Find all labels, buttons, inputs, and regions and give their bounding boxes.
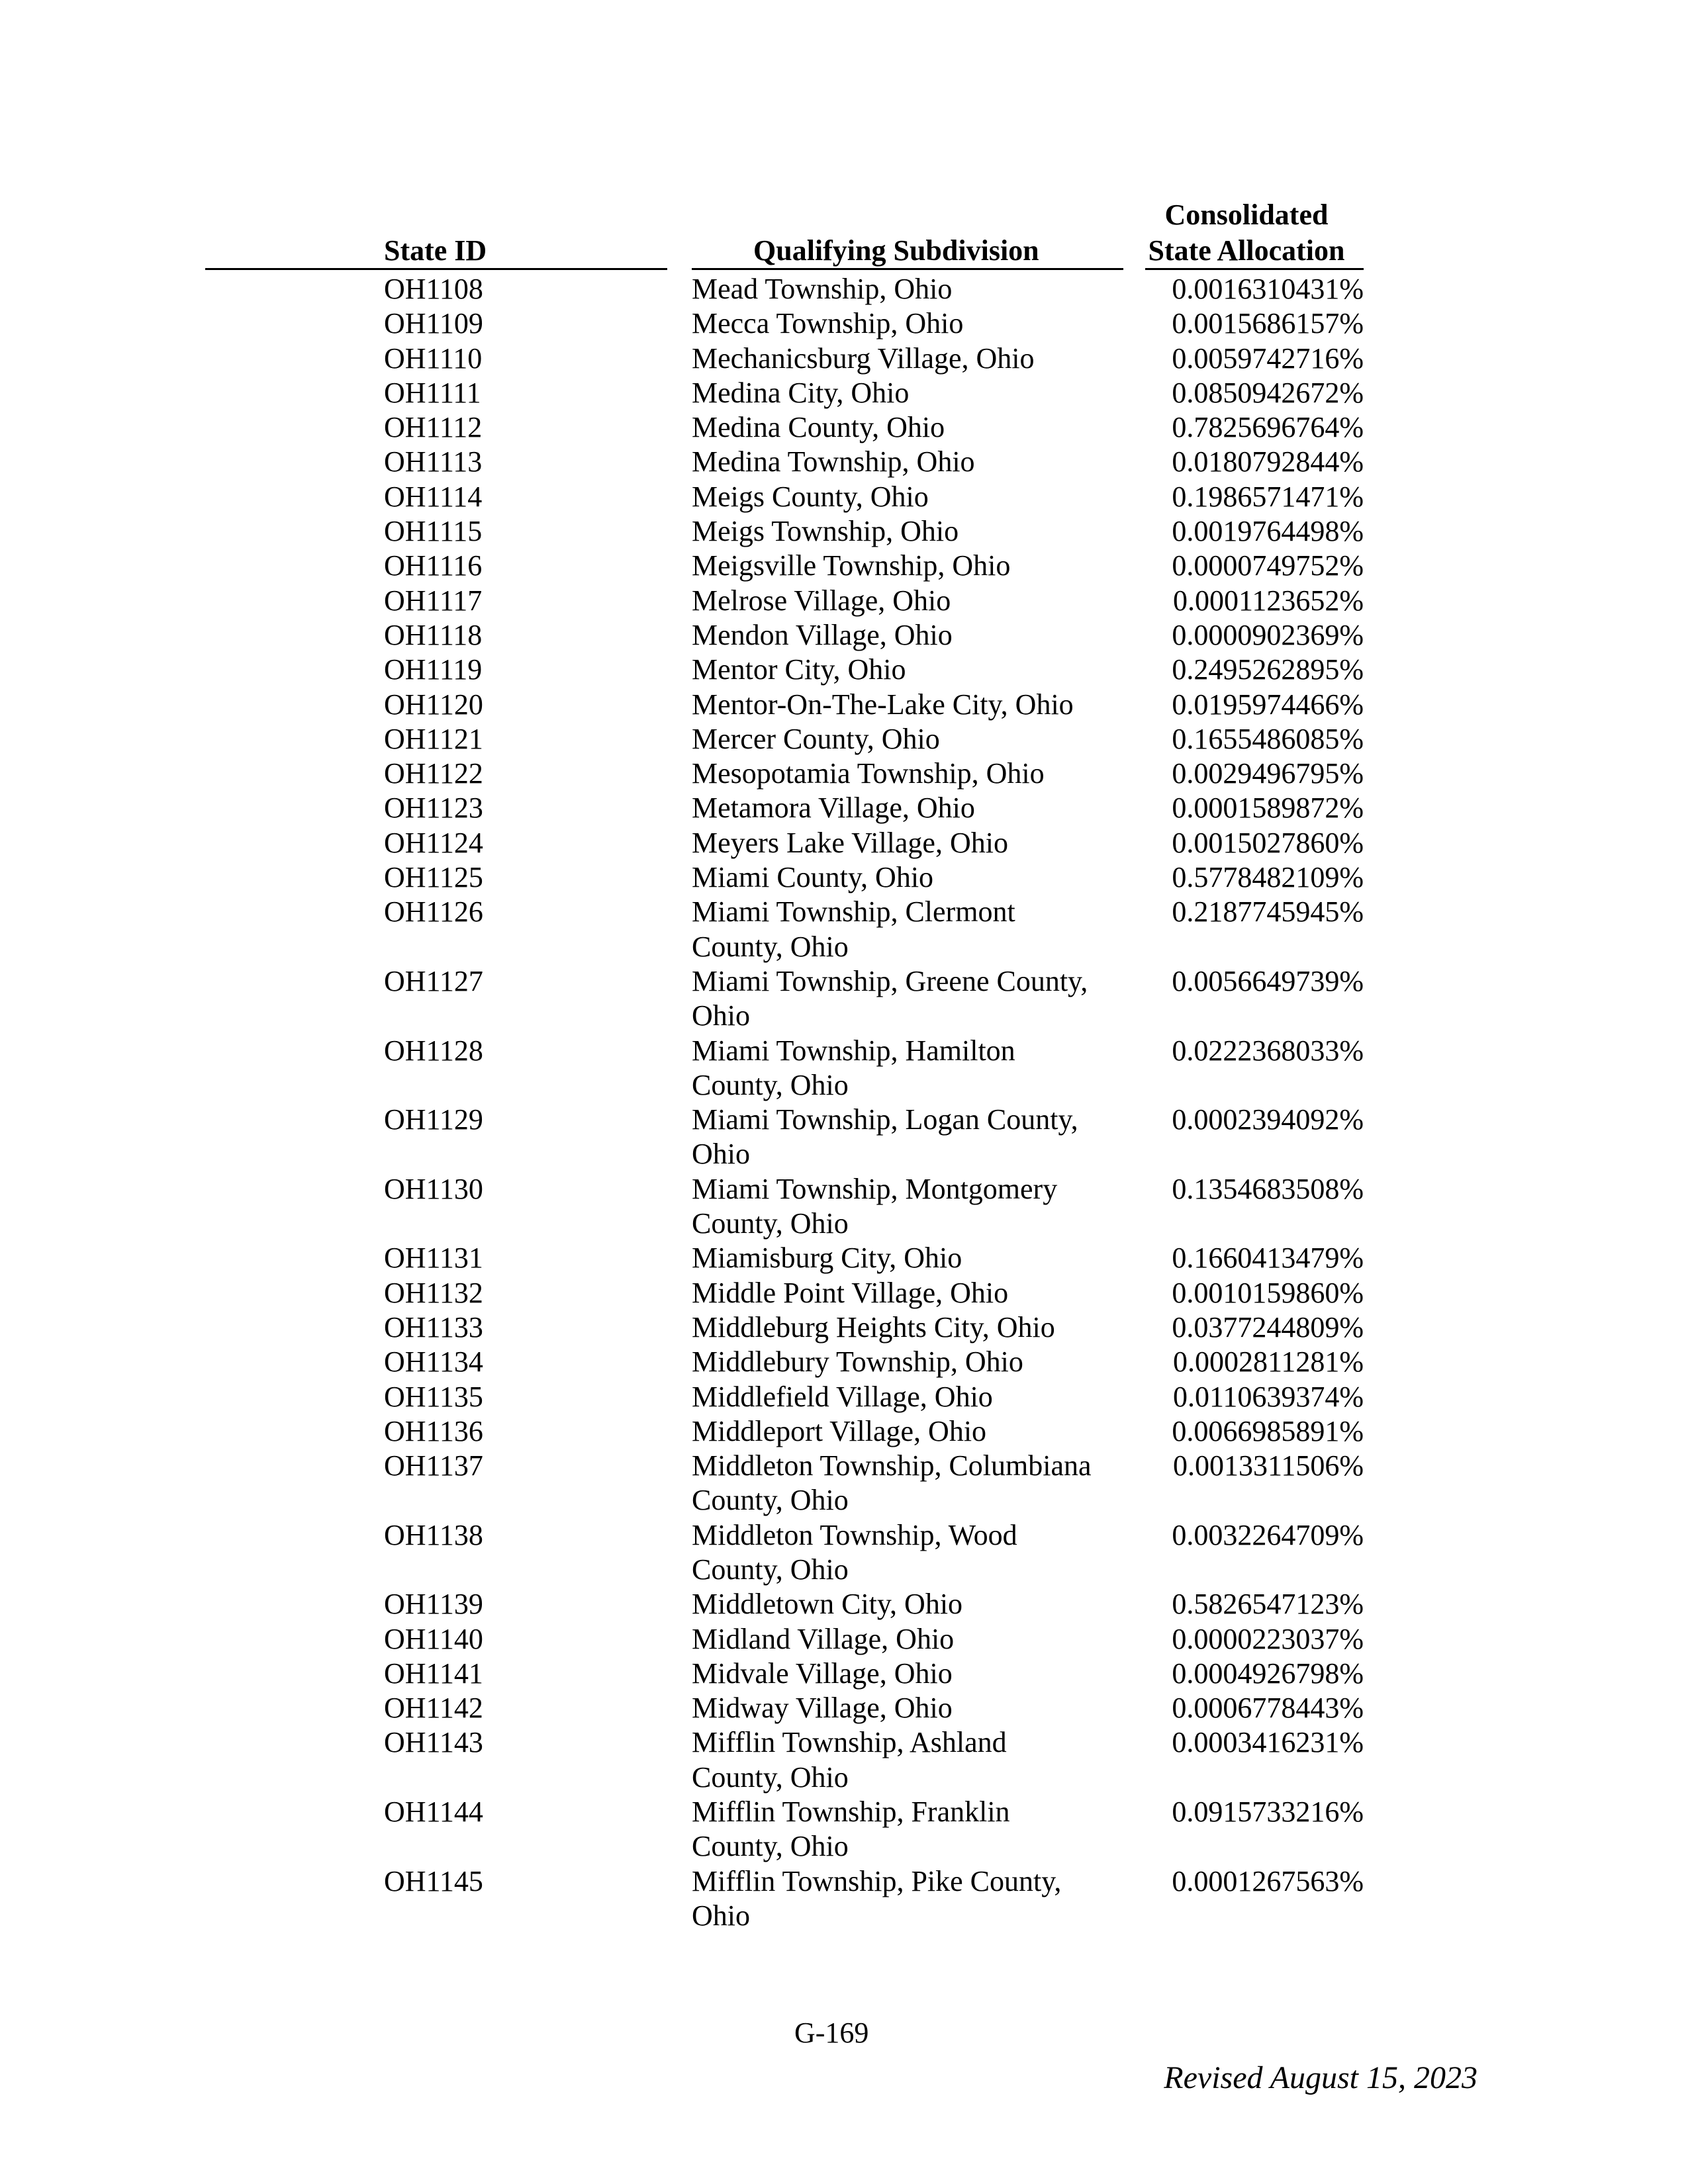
state-id-cell: OH1119 <box>384 653 483 686</box>
subdivision-line: Miami Township, Greene County, <box>692 964 1088 997</box>
allocation-cell: 0.0001123652% <box>1172 584 1364 617</box>
allocation-cell: 0.0915733216% <box>1172 1796 1364 1829</box>
header-allocation-line-1: Consolidated <box>1164 199 1329 231</box>
subdivision-cell <box>692 826 1115 860</box>
subdivision-line: Medina City, Ohio <box>692 376 910 409</box>
subdivision-line: Midvale Village, Ohio <box>692 1657 953 1690</box>
table-row <box>0 1725 1688 1795</box>
subdivision-cell <box>692 1345 1115 1379</box>
state-id-cell: OH1132 <box>384 1276 483 1309</box>
allocation-table-body <box>0 272 1688 1933</box>
subdivision-cell <box>692 1725 1115 1795</box>
table-row <box>0 1864 1688 1934</box>
table-row <box>0 1345 1688 1379</box>
allocation-cell: 0.0002811281% <box>1172 1345 1364 1379</box>
state-id-cell: OH1121 <box>384 722 483 755</box>
subdivision-line: County, Ohio <box>692 1830 849 1863</box>
subdivision-line: Mesopotamia Township, Ohio <box>692 757 1045 790</box>
table-row <box>0 1449 1688 1518</box>
table-row <box>0 1795 1688 1864</box>
subdivision-line: Meyers Lake Village, Ohio <box>692 826 1008 859</box>
header-rule-subdivision <box>692 268 1123 270</box>
subdivision-cell <box>692 1622 1115 1657</box>
allocation-cell: 0.0056649739% <box>1172 964 1364 997</box>
subdivision-cell <box>692 1172 1115 1242</box>
state-id-cell: OH1135 <box>384 1380 483 1413</box>
subdivision-line: County, Ohio <box>692 930 849 963</box>
subdivision-line: Ohio <box>692 999 750 1032</box>
table-row <box>0 1276 1688 1310</box>
subdivision-line: Mechanicsburg Village, Ohio <box>692 341 1035 375</box>
subdivision-line: Miami Township, Clermont <box>692 895 1015 929</box>
subdivision-cell <box>692 341 1115 376</box>
subdivision-cell <box>692 756 1115 791</box>
subdivision-cell <box>692 480 1115 514</box>
revision-date: Revised August 15, 2023 <box>1164 2060 1477 2095</box>
subdivision-cell <box>692 1864 1115 1934</box>
state-id-cell: OH1141 <box>384 1657 483 1690</box>
allocation-cell: 0.0004926798% <box>1172 1657 1364 1690</box>
allocation-cell: 0.2495262895% <box>1172 653 1364 686</box>
subdivision-cell <box>692 1449 1115 1518</box>
subdivision-line: Mead Township, Ohio <box>692 273 953 305</box>
subdivision-line: Miamisburg City, Ohio <box>692 1242 962 1275</box>
subdivision-cell <box>692 1380 1115 1414</box>
allocation-cell: 0.7825696764% <box>1172 411 1364 444</box>
state-id-cell: OH1112 <box>384 411 483 444</box>
subdivision-cell <box>692 1310 1115 1345</box>
subdivision-cell <box>692 445 1115 479</box>
table-row <box>0 618 1688 653</box>
state-id-cell: OH1110 <box>384 341 483 375</box>
subdivision-cell <box>692 1414 1115 1449</box>
subdivision-line: Midway Village, Ohio <box>692 1692 953 1725</box>
allocation-cell: 0.0377244809% <box>1172 1310 1364 1343</box>
state-id-cell: OH1114 <box>384 480 483 513</box>
subdivision-line: Meigs County, Ohio <box>692 480 929 513</box>
table-row <box>0 688 1688 722</box>
subdivision-line: Medina Township, Ohio <box>692 445 975 478</box>
allocation-cell: 0.0015686157% <box>1172 307 1364 340</box>
table-row <box>0 653 1688 687</box>
allocation-cell: 0.0195974466% <box>1172 688 1364 721</box>
allocation-cell: 0.0222368033% <box>1172 1034 1364 1067</box>
state-id-cell: OH1140 <box>384 1622 483 1655</box>
subdivision-line: Middle Point Village, Ohio <box>692 1276 1009 1309</box>
state-id-cell: OH1136 <box>384 1414 483 1447</box>
state-id-cell: OH1130 <box>384 1172 483 1205</box>
subdivision-line: Mentor City, Ohio <box>692 653 906 686</box>
table-row <box>0 1034 1688 1103</box>
subdivision-line: Meigsville Township, Ohio <box>692 549 1011 582</box>
subdivision-line: Mecca Township, Ohio <box>692 307 964 340</box>
state-id-cell: OH1116 <box>384 549 483 582</box>
subdivision-line: Mentor-On-The-Lake City, Ohio <box>692 688 1074 721</box>
table-row <box>0 1414 1688 1449</box>
subdivision-cell <box>692 860 1115 895</box>
allocation-cell: 0.0000223037% <box>1172 1622 1364 1655</box>
state-id-cell: OH1108 <box>384 273 483 305</box>
subdivision-cell <box>692 722 1115 756</box>
table-row <box>0 1380 1688 1414</box>
header-allocation-line-2: State Allocation <box>1148 234 1345 267</box>
state-id-cell: OH1117 <box>384 584 483 617</box>
allocation-cell: 0.0110639374% <box>1172 1380 1364 1413</box>
subdivision-cell <box>692 653 1115 687</box>
state-id-cell: OH1111 <box>384 376 481 409</box>
allocation-cell: 0.0015027860% <box>1172 826 1364 859</box>
subdivision-line: Mendon Village, Ohio <box>692 618 953 651</box>
subdivision-line: County, Ohio <box>692 1207 849 1240</box>
subdivision-line: Mifflin Township, Pike County, <box>692 1864 1062 1897</box>
subdivision-line: County, Ohio <box>692 1553 849 1586</box>
state-id-cell: OH1144 <box>384 1796 483 1829</box>
subdivision-cell <box>692 618 1115 653</box>
subdivision-cell <box>692 791 1115 825</box>
subdivision-cell <box>692 1276 1115 1310</box>
table-row <box>0 860 1688 895</box>
state-id-cell: OH1127 <box>384 964 483 997</box>
allocation-cell: 0.0000749752% <box>1172 549 1364 582</box>
subdivision-line: Medina County, Ohio <box>692 411 945 444</box>
allocation-cell: 0.1986571471% <box>1172 480 1364 513</box>
allocation-cell: 0.5826547123% <box>1172 1588 1364 1621</box>
table-row <box>0 826 1688 860</box>
subdivision-line: Mifflin Township, Ashland <box>692 1726 1007 1759</box>
state-id-cell: OH1113 <box>384 445 483 478</box>
subdivision-cell <box>692 1034 1115 1103</box>
subdivision-cell <box>692 688 1115 722</box>
allocation-cell: 0.2187745945% <box>1172 895 1364 929</box>
state-id-cell: OH1134 <box>384 1345 483 1379</box>
state-id-cell: OH1123 <box>384 792 483 825</box>
state-id-cell: OH1128 <box>384 1034 483 1067</box>
allocation-cell: 0.0003416231% <box>1172 1726 1364 1759</box>
table-row <box>0 1103 1688 1172</box>
allocation-cell: 0.0850942672% <box>1172 376 1364 409</box>
allocation-cell: 0.0001267563% <box>1172 1864 1364 1897</box>
subdivision-cell <box>692 376 1115 410</box>
subdivision-line: Ohio <box>692 1138 750 1171</box>
subdivision-cell <box>692 895 1115 964</box>
subdivision-line: Miami Township, Hamilton <box>692 1034 1015 1067</box>
table-row <box>0 1310 1688 1345</box>
allocation-cell: 0.0029496795% <box>1172 757 1364 790</box>
subdivision-cell <box>692 584 1115 618</box>
table-row <box>0 1587 1688 1621</box>
table-row <box>0 480 1688 514</box>
subdivision-line: Metamora Village, Ohio <box>692 792 975 825</box>
state-id-cell: OH1138 <box>384 1518 483 1551</box>
table-row <box>0 791 1688 825</box>
subdivision-line: Middleton Township, Wood <box>692 1518 1017 1551</box>
subdivision-cell <box>692 272 1115 306</box>
subdivision-line: Middleburg Heights City, Ohio <box>692 1310 1055 1343</box>
subdivision-line: Middlebury Township, Ohio <box>692 1345 1023 1379</box>
table-row <box>0 1622 1688 1657</box>
allocation-cell: 0.0013311506% <box>1172 1449 1364 1482</box>
subdivision-line: Miami County, Ohio <box>692 861 934 894</box>
table-row <box>0 514 1688 549</box>
header-rule-state-id <box>205 268 667 270</box>
state-id-cell: OH1115 <box>384 515 483 548</box>
subdivision-cell <box>692 1795 1115 1864</box>
table-row <box>0 306 1688 341</box>
state-id-cell: OH1122 <box>384 757 483 790</box>
subdivision-line: Meigs Township, Ohio <box>692 515 959 548</box>
subdivision-cell <box>692 549 1115 583</box>
table-row <box>0 1518 1688 1588</box>
subdivision-line: Middlefield Village, Ohio <box>692 1380 993 1413</box>
table-row <box>0 584 1688 618</box>
subdivision-line: Melrose Village, Ohio <box>692 584 951 617</box>
allocation-cell: 0.5778482109% <box>1172 861 1364 894</box>
state-id-cell: OH1129 <box>384 1103 483 1136</box>
state-id-cell: OH1126 <box>384 895 483 929</box>
state-id-cell: OH1125 <box>384 861 483 894</box>
allocation-cell: 0.0059742716% <box>1172 341 1364 375</box>
subdivision-line: Miami Township, Logan County, <box>692 1103 1078 1136</box>
state-id-cell: OH1118 <box>384 618 483 651</box>
allocation-cell: 0.0016310431% <box>1172 273 1364 305</box>
state-id-cell: OH1137 <box>384 1449 483 1482</box>
allocation-cell: 0.0019764498% <box>1172 515 1364 548</box>
table-row <box>0 756 1688 791</box>
allocation-cell: 0.0010159860% <box>1172 1276 1364 1309</box>
table-row <box>0 341 1688 376</box>
allocation-cell: 0.0032264709% <box>1172 1518 1364 1551</box>
subdivision-line: Miami Township, Montgomery <box>692 1172 1058 1205</box>
table-row <box>0 549 1688 583</box>
state-id-cell: OH1131 <box>384 1242 483 1275</box>
subdivision-cell <box>692 410 1115 445</box>
subdivision-line: Midland Village, Ohio <box>692 1622 955 1655</box>
table-row <box>0 376 1688 410</box>
subdivision-cell <box>692 1587 1115 1621</box>
subdivision-line: Middleport Village, Ohio <box>692 1414 987 1447</box>
header-state-id: State ID <box>384 234 487 267</box>
state-id-cell: OH1109 <box>384 307 483 340</box>
allocation-cell: 0.0002394092% <box>1172 1103 1364 1136</box>
table-row <box>0 964 1688 1034</box>
subdivision-cell <box>692 1518 1115 1588</box>
table-row <box>0 445 1688 479</box>
allocation-cell: 0.0066985891% <box>1172 1414 1364 1447</box>
allocation-cell: 0.1354683508% <box>1172 1172 1364 1205</box>
subdivision-line: Middleton Township, Columbiana <box>692 1449 1092 1482</box>
allocation-cell: 0.0000902369% <box>1172 618 1364 651</box>
allocation-cell: 0.1660413479% <box>1172 1242 1364 1275</box>
subdivision-cell <box>692 306 1115 341</box>
table-row <box>0 895 1688 964</box>
table-row <box>0 1691 1688 1725</box>
allocation-cell: 0.0006778443% <box>1172 1692 1364 1725</box>
state-id-cell: OH1139 <box>384 1588 483 1621</box>
header-qualifying-subdivision: Qualifying Subdivision <box>753 234 1039 267</box>
subdivision-line: County, Ohio <box>692 1484 849 1517</box>
table-row <box>0 722 1688 756</box>
subdivision-line: County, Ohio <box>692 1068 849 1101</box>
allocation-cell: 0.0180792844% <box>1172 445 1364 478</box>
table-row <box>0 410 1688 445</box>
table-row <box>0 1657 1688 1691</box>
state-id-cell: OH1133 <box>384 1310 483 1343</box>
subdivision-cell <box>692 1691 1115 1725</box>
table-row <box>0 272 1688 306</box>
subdivision-cell <box>692 514 1115 549</box>
state-id-cell: OH1142 <box>384 1692 483 1725</box>
allocation-cell: 0.1655486085% <box>1172 722 1364 755</box>
subdivision-line: Ohio <box>692 1899 750 1932</box>
subdivision-cell <box>692 1657 1115 1691</box>
state-id-cell: OH1145 <box>384 1864 483 1897</box>
subdivision-line: Mercer County, Ohio <box>692 722 940 755</box>
state-id-cell: OH1143 <box>384 1726 483 1759</box>
subdivision-cell <box>692 964 1115 1034</box>
state-id-cell: OH1120 <box>384 688 483 721</box>
header-rule-allocation <box>1145 268 1364 270</box>
subdivision-line: County, Ohio <box>692 1760 849 1794</box>
table-row <box>0 1241 1688 1275</box>
subdivision-cell <box>692 1103 1115 1172</box>
header-consolidated-state-allocation <box>1137 197 1356 269</box>
table-row <box>0 1172 1688 1242</box>
state-id-cell: OH1124 <box>384 826 483 859</box>
allocation-cell: 0.0001589872% <box>1172 792 1364 825</box>
subdivision-cell <box>692 1241 1115 1275</box>
page-number: G-169 <box>794 2017 869 2049</box>
subdivision-line: Mifflin Township, Franklin <box>692 1796 1010 1829</box>
subdivision-line: Middletown City, Ohio <box>692 1588 963 1621</box>
